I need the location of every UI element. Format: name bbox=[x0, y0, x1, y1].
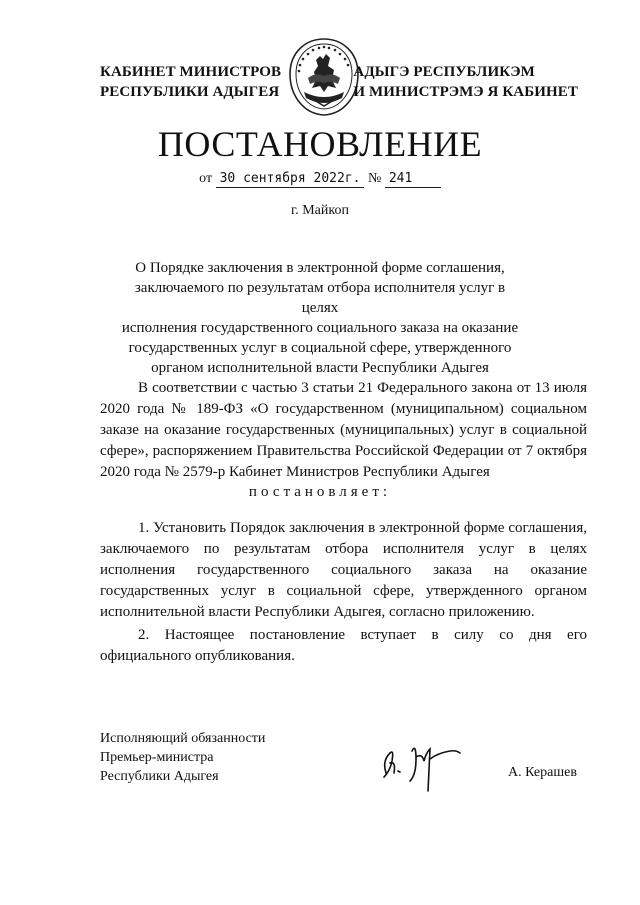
subject-line: исполнения государственного социального заказа на оказание bbox=[121, 320, 519, 336]
city-line: г. Майкоп bbox=[291, 203, 349, 218]
subject-line: органом исполнительной власти Республики Адыгея bbox=[151, 360, 489, 376]
clause-1: 1. Установить Порядок заключения в электронной форме соглашения, заключаемого по результатам отбора исполнителя услуг в целях исполнения государственного социального заказа на оказание государственных услуг в социальной сфере, утвержденного органом исполнительной власти Республики Адыгея, согласно приложению. bbox=[100, 520, 587, 620]
date-prefix: от bbox=[199, 171, 213, 186]
issuer-left-line2: РЕСПУБЛИКИ АДЫГЕЯ bbox=[100, 84, 280, 100]
signatory-role-line: Республики Адыгея bbox=[100, 769, 219, 784]
date-number-line bbox=[0, 171, 640, 188]
handwritten-signature-icon bbox=[372, 733, 472, 795]
issuer-right-block bbox=[353, 62, 578, 102]
resolves-word: постановляет: bbox=[248, 484, 392, 500]
issuer-left-block bbox=[100, 62, 281, 102]
issuer-right-line2: И МИНИСТРЭМЭ Я КАБИНЕТ bbox=[353, 84, 578, 100]
clause-2: 2. Настоящее постановление вступает в силу со дня его официального опубликования. bbox=[100, 627, 587, 664]
document-date: 30 сентября 2022г. bbox=[216, 171, 365, 188]
subject-line: О Порядке заключения в электронной форме соглашения, bbox=[135, 260, 505, 276]
coat-of-arms-icon bbox=[284, 36, 364, 118]
number-prefix: № bbox=[367, 171, 382, 186]
signatory-role-line: Исполняющий обязанности bbox=[100, 731, 266, 746]
document-number: 241 bbox=[385, 171, 441, 188]
document-type-title: ПОСТАНОВЛЕНИЕ bbox=[157, 124, 483, 164]
signatory-name: А. Керашев bbox=[508, 765, 577, 780]
preamble-paragraph: В соответствии с частью 3 статьи 21 Федерального закона от 13 июля 2020 года № 189-ФЗ «О государственном (муниципальном) социальном заказе на оказание государственных (муниципальных) услуг в социальной сфере», распоряжением Правительства Российской Федерации от 7 октября 2020 года № 2579-р Кабинет Министров Республики Адыгея bbox=[100, 380, 587, 480]
signatory-role-line: Премьер-министра bbox=[100, 750, 214, 765]
subject-line: заключаемого по результатам отбора исполнителя услуг в целях bbox=[134, 280, 506, 316]
issuer-left-line1: КАБИНЕТ МИНИСТРОВ bbox=[100, 64, 282, 80]
signatory-role bbox=[100, 729, 265, 786]
subject-line: государственных услуг в социальной сфере, утвержденного bbox=[128, 340, 512, 356]
document-subject bbox=[120, 258, 520, 378]
issuer-right-line1: АДЫГЭ РЕСПУБЛИКЭМ bbox=[353, 64, 535, 80]
